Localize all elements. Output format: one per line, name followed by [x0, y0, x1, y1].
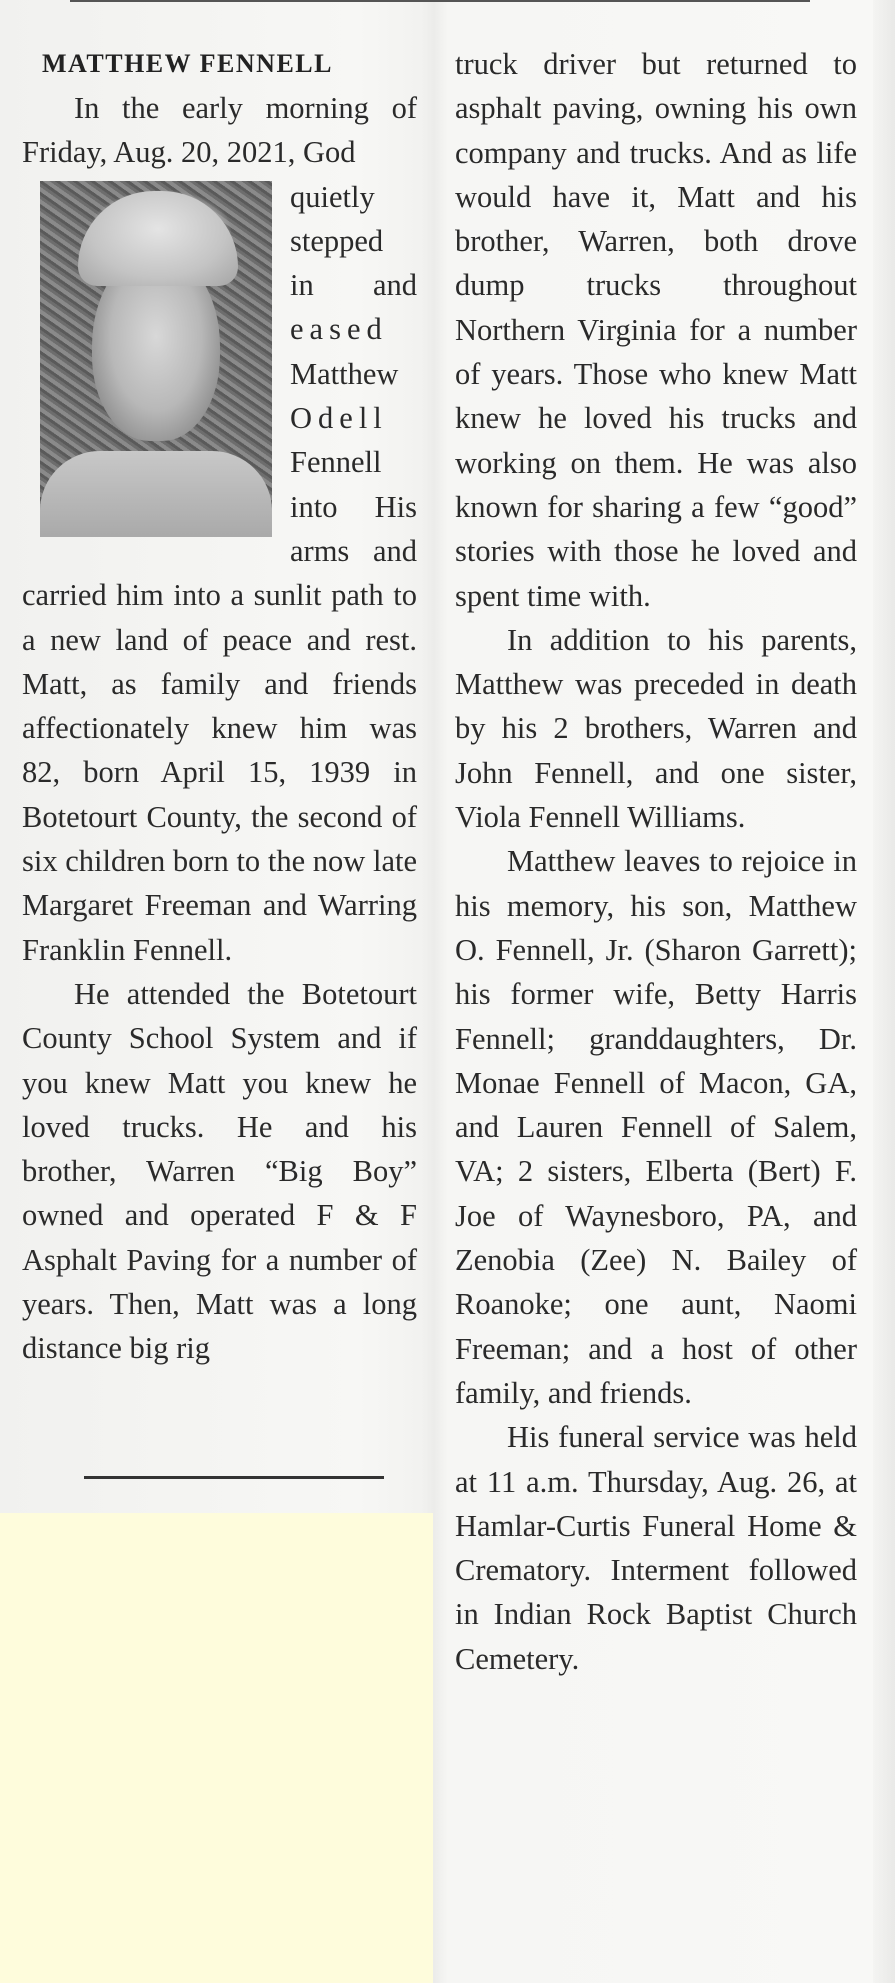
para2-continued: truck driver but returned to asphalt paving, owning his own company and trucks. And as life would have it, Matt and his brother, Warren, both drove dump trucks throughout Northern Virginia for a number of years. Those who knew Matt knew he loved his trucks and working on them. He was also known for sharing a few “good” stories with those he loved and spent time with. [455, 47, 857, 613]
para3: In addition to his parents, Matthew was preceded in death by his 2 brothers, Warren and John Fennell, and one sister, Viola Fennell Williams. [455, 622, 857, 835]
left-column [22, 42, 417, 1371]
portrait-photo-icon [40, 181, 272, 537]
top-rule [70, 0, 810, 2]
wrap-line: quietly [290, 179, 375, 214]
para2: He attended the Botetourt County School System and if you knew Matt you knew he loved trucks. He and his brother, Warren “Big Boy” owned and operated F & F Asphalt Paving for a number of years. Then, Matt was a long distance big rig [22, 976, 417, 1366]
para5: His funeral service was held at 11 a.m. Thursday, Aug. 26, at Hamlar-Curtis Funeral Home & Crematory. Interment followed in Indian Rock Baptist Church Cemetery. [455, 1420, 857, 1676]
wrap-line: Odell [290, 401, 388, 436]
wrap-line: into His [290, 489, 417, 524]
section-divider [84, 1476, 384, 1479]
wrap-line: Fennell [290, 445, 382, 480]
wrap-line: stepped [290, 223, 384, 258]
wrap-line: Matthew [290, 356, 399, 391]
para1-lead: In the early morning of Friday, Aug. 20, 2021, God [22, 91, 417, 170]
para4: Matthew leaves to rejoice in his memory, his son, Matthew O. Fennell, Jr. (Sharon Garrett); his former wife, Betty Harris Fennell; granddaughters, Dr. Monae Fennell of Macon, GA, and Lauren Fennell of Salem, VA; 2 sisters, Elberta (Bert) F. Joe of Waynesboro, PA, and Zenobia (Zee) N. Bailey of Roanoke; one aunt, Naomi Freeman; and a host of other family, and friends. [455, 844, 857, 1410]
wrap-line: in and [290, 268, 417, 303]
obituary-name-heading: MATTHEW FENNELL [42, 49, 333, 78]
sticky-note-overlay [0, 1513, 433, 1983]
wrap-line: arms and [290, 533, 417, 568]
wrap-line: eased [290, 312, 388, 347]
page-edge [873, 0, 895, 1983]
para1-rest: carried him into a sunlit path to a new land of peace and rest. Matt, as family and friends affectionately knew him was 82, born April 15, 1939 in Botetourt County, the second of six children born to the now late Margaret Freeman and Warring Franklin Fennell. [22, 578, 417, 967]
right-column [455, 42, 857, 1681]
